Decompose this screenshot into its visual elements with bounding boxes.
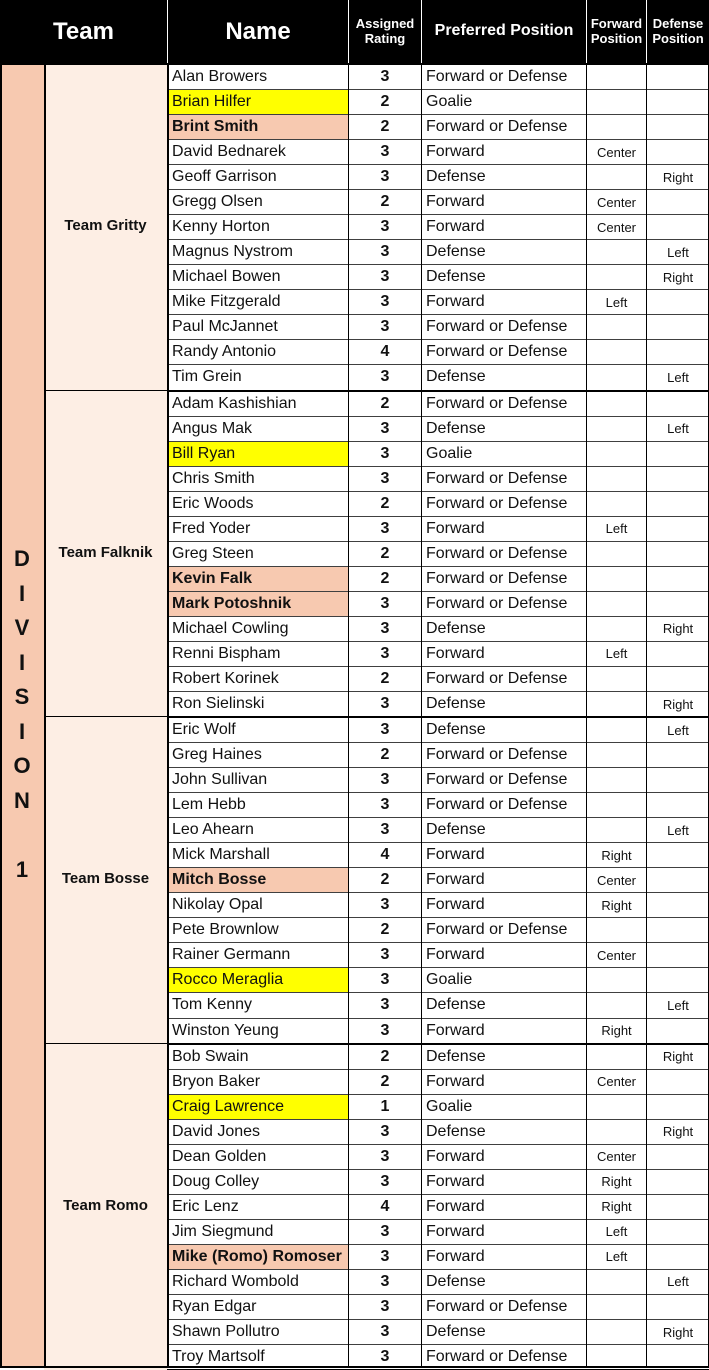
player-name: Jim Siegmund [172,1222,274,1240]
preferred-position: Forward [426,519,485,537]
defense-position [647,943,709,967]
assigned-rating: 4 [380,1197,390,1215]
division-letter: I [18,580,26,606]
preferred-position: Defense [426,619,486,637]
player-name: Mitch Bosse [168,868,348,892]
preferred-position: Forward [426,871,485,889]
preferred-position: Forward or Defense [426,494,568,512]
defense-position [647,1245,709,1269]
header-name: Name [168,0,348,63]
assigned-rating: 2 [380,193,390,211]
assigned-rating: 2 [380,93,390,111]
assigned-rating: 2 [380,118,390,136]
player-name: Bob Swain [172,1047,249,1065]
player-name: Tim Grein [172,368,242,386]
assigned-rating: 3 [380,1122,390,1140]
assigned-rating: 3 [380,1247,390,1265]
forward-position [587,492,646,516]
defense-position: Right [662,269,694,285]
defense-position [647,592,709,616]
player-name: Kevin Falk [168,567,348,591]
player-name: John Sullivan [172,771,268,789]
preferred-position: Forward or Defense [426,469,568,487]
assigned-rating: 2 [380,1047,390,1065]
forward-position: Right [601,897,632,913]
team-name: Team Falknik [58,543,153,561]
division-letter: D [14,546,30,571]
defense-position: Right [662,1124,694,1140]
player-name: Nikolay Opal [172,896,263,914]
assigned-rating: 2 [380,394,390,412]
forward-position [587,542,646,566]
defense-position: Right [662,1049,694,1065]
preferred-position: Goalie [426,93,473,111]
player-name: Dean Golden [172,1147,267,1165]
preferred-position: Forward or Defense [426,921,568,939]
defense-position [647,215,709,239]
defense-position: Right [662,696,694,712]
assigned-rating: 3 [380,619,390,637]
forward-position [587,793,646,817]
team-name: Team Bosse [61,870,150,888]
preferred-position: Forward or Defense [426,796,568,814]
defense-position [647,918,709,942]
forward-position: Center [596,1074,637,1090]
defense-position [647,868,709,892]
defense-position [647,467,709,491]
defense-position [647,1220,709,1244]
forward-position [587,365,646,389]
assigned-rating: 3 [380,721,390,739]
defense-position [647,642,709,666]
player-name: Craig Lawrence [168,1095,348,1119]
defense-position [647,1070,709,1094]
assigned-rating: 1 [380,1097,390,1115]
defense-position [647,1195,709,1219]
player-name: Fred Yoder [172,519,251,537]
player-name: David Jones [172,1122,261,1140]
forward-position [587,567,646,591]
defense-position: Left [667,369,689,385]
defense-position: Right [662,621,694,637]
assigned-rating: 2 [380,921,390,939]
preferred-position: Forward [426,896,485,914]
preferred-position: Forward [426,293,485,311]
forward-position [587,165,646,189]
assigned-rating: 4 [380,343,390,361]
forward-position: Center [596,194,637,210]
player-name: Mark Potoshnik [168,592,348,616]
header-rating-line-2: Rating [364,30,406,46]
header-forward-line-2: Position [590,30,643,46]
forward-position: Center [596,1149,637,1165]
team-name: Team Gritty [64,217,147,235]
forward-position [587,90,646,114]
assigned-rating: 3 [380,1323,390,1341]
defense-position: Left [667,997,689,1013]
preferred-position: Forward or Defense [426,118,568,136]
assigned-rating: 3 [380,771,390,789]
preferred-position: Defense [426,419,486,437]
defense-position [647,793,709,817]
forward-position [587,993,646,1017]
preferred-position: Forward [426,1222,485,1240]
player-name: Brint Smith [168,115,348,139]
division-letter: 1 [15,856,29,882]
division-letter: I [18,649,26,675]
header-forward-line-1: Forward [590,15,643,31]
forward-position [587,592,646,616]
forward-position [587,1270,646,1294]
defense-position [647,768,709,792]
forward-position [587,115,646,139]
preferred-position: Forward or Defense [426,1348,568,1366]
assigned-rating: 3 [380,419,390,437]
preferred-position: Forward or Defense [426,394,568,412]
defense-position: Left [667,421,689,437]
assigned-rating: 2 [380,494,390,512]
preferred-position: Forward or Defense [426,569,568,587]
preferred-position: Forward [426,644,485,662]
assigned-rating: 2 [380,669,390,687]
preferred-position: Forward or Defense [426,544,568,562]
defense-position [647,290,709,314]
preferred-position: Defense [426,1047,486,1065]
assigned-rating: 2 [380,871,390,889]
player-name: Gregg Olsen [172,193,263,211]
header-forward-position [587,0,646,63]
defense-position [647,843,709,867]
preferred-position: Defense [426,821,486,839]
forward-position [587,818,646,842]
player-name: Angus Mak [172,419,253,437]
defense-position [647,567,709,591]
defense-position [647,1145,709,1169]
preferred-position: Forward [426,1147,485,1165]
assigned-rating: 3 [380,796,390,814]
defense-position [647,90,709,114]
preferred-position: Forward or Defense [426,68,568,86]
defense-position [647,667,709,691]
forward-position: Right [601,1174,632,1190]
assigned-rating: 3 [380,1147,390,1165]
player-name: Randy Antonio [172,343,277,361]
defense-position: Right [662,1324,694,1340]
player-name: Chris Smith [172,469,255,487]
preferred-position: Forward [426,1247,485,1265]
preferred-position: Defense [426,721,486,739]
defense-position [647,893,709,917]
player-name: Mick Marshall [172,846,270,864]
player-name: Mike Fitzgerald [172,293,281,311]
player-name: Kenny Horton [172,218,270,236]
assigned-rating: 3 [380,218,390,236]
defense-position: Left [667,722,689,738]
preferred-position: Defense [426,1272,486,1290]
player-name: Paul McJannet [172,318,278,336]
defense-position [647,1095,709,1119]
player-name: Lem Hebb [172,796,246,814]
forward-position: Left [605,521,628,537]
assigned-rating: 3 [380,469,390,487]
player-name: Tom Kenny [172,996,253,1014]
forward-position [587,768,646,792]
player-name: Robert Korinek [172,669,279,687]
player-name: Greg Haines [172,746,262,764]
forward-position [587,918,646,942]
defense-position [647,140,709,164]
defense-position [647,492,709,516]
forward-position: Right [601,1023,632,1039]
defense-position [647,340,709,364]
forward-position: Right [601,847,632,863]
preferred-position: Defense [426,695,486,713]
player-name: Renni Bispham [172,644,281,662]
defense-position: Right [662,169,694,185]
forward-position: Center [596,219,637,235]
player-name: Ryan Edgar [172,1297,257,1315]
forward-position [587,240,646,264]
defense-position [647,442,709,466]
forward-position: Left [605,1249,628,1265]
player-name: Magnus Nystrom [172,243,293,261]
preferred-position: Goalie [426,971,473,989]
forward-position [587,265,646,289]
division-letter: V [14,615,30,640]
player-name: Greg Steen [172,544,254,562]
forward-position: Center [596,947,637,963]
forward-position [587,743,646,767]
assigned-rating: 3 [380,1021,390,1039]
assigned-rating: 3 [380,821,390,839]
preferred-position: Forward [426,193,485,211]
assigned-rating: 3 [380,368,390,386]
preferred-position: Forward or Defense [426,669,568,687]
forward-position [587,1095,646,1119]
forward-position [587,467,646,491]
player-name: Bill Ryan [168,442,348,466]
header-defense-position [647,0,709,63]
assigned-rating: 2 [380,569,390,587]
defense-position [647,1019,709,1043]
forward-position [587,392,646,416]
player-name: Eric Wolf [172,721,236,739]
forward-position [587,315,646,339]
player-name: Michael Bowen [172,268,281,286]
assigned-rating: 3 [380,896,390,914]
assigned-rating: 3 [380,1172,390,1190]
player-name: Eric Woods [172,494,254,512]
forward-position [587,340,646,364]
defense-position [647,743,709,767]
player-name: Shawn Pollutro [172,1323,280,1341]
division-letter: N [14,787,30,813]
header-preferred-position: Preferred Position [422,0,586,63]
defense-position: Left [667,244,689,260]
player-name: Geoff Garrison [172,168,277,186]
forward-position [587,718,646,742]
preferred-position: Forward [426,946,485,964]
preferred-position: Forward or Defense [426,1297,568,1315]
header-team: Team [0,0,167,63]
assigned-rating: 3 [380,168,390,186]
assigned-rating: 2 [380,544,390,562]
preferred-position: Forward [426,218,485,236]
defense-position [647,392,709,416]
preferred-position: Forward or Defense [426,318,568,336]
player-name: Troy Martsolf [172,1348,265,1366]
team-name: Team Romo [63,1196,148,1214]
defense-position [647,968,709,992]
preferred-position: Forward [426,1072,485,1090]
preferred-position: Defense [426,268,486,286]
player-name: Rainer Germann [172,946,291,964]
forward-position [587,1320,646,1344]
forward-position: Right [601,1199,632,1215]
player-name: Ron Sielinski [172,695,265,713]
forward-position: Center [596,144,637,160]
player-name: Mike (Romo) Romoser [168,1245,348,1269]
preferred-position: Forward or Defense [426,594,568,612]
assigned-rating: 3 [380,1222,390,1240]
preferred-position: Defense [426,168,486,186]
preferred-position: Defense [426,1323,486,1341]
player-name: Richard Wombold [172,1272,299,1290]
assigned-rating: 3 [380,1297,390,1315]
assigned-rating: 3 [380,293,390,311]
player-name: Bryon Baker [172,1072,261,1090]
assigned-rating: 4 [380,846,390,864]
forward-position [587,667,646,691]
defense-position [647,1295,709,1319]
division-letter: I [18,718,26,744]
division-letter: S [14,684,30,709]
forward-position [587,617,646,641]
preferred-position: Goalie [426,1097,473,1115]
player-name: Alan Browers [172,68,268,86]
assigned-rating: 3 [380,946,390,964]
assigned-rating: 3 [380,971,390,989]
defense-position [647,517,709,541]
preferred-position: Forward or Defense [426,746,568,764]
assigned-rating: 3 [380,444,390,462]
forward-position: Center [596,872,637,888]
preferred-position: Forward [426,1172,485,1190]
defense-position [647,190,709,214]
preferred-position: Defense [426,996,486,1014]
assigned-rating: 3 [380,68,390,86]
assigned-rating: 3 [380,519,390,537]
assigned-rating: 3 [380,243,390,261]
defense-position [647,65,709,89]
preferred-position: Forward or Defense [426,771,568,789]
assigned-rating: 3 [380,644,390,662]
defense-position [647,1170,709,1194]
assigned-rating: 3 [380,268,390,286]
assigned-rating: 2 [380,1072,390,1090]
forward-position [587,1295,646,1319]
defense-position [647,315,709,339]
forward-position [587,417,646,441]
player-name: Brian Hilfer [168,90,348,114]
preferred-position: Defense [426,1122,486,1140]
assigned-rating: 3 [380,695,390,713]
defense-position [647,115,709,139]
preferred-position: Forward [426,1197,485,1215]
player-name: Eric Lenz [172,1197,239,1215]
forward-position: Left [605,1224,628,1240]
defense-position [647,542,709,566]
player-name: Winston Yeung [172,1021,279,1039]
header-defense-line-2: Position [652,30,704,46]
assigned-rating: 3 [380,594,390,612]
player-name: Michael Cowling [172,619,289,637]
assigned-rating: 3 [380,996,390,1014]
division-letter: O [13,753,31,778]
assigned-rating: 3 [380,318,390,336]
forward-position [587,1120,646,1144]
preferred-position: Goalie [426,444,473,462]
preferred-position: Forward [426,143,485,161]
forward-position [587,968,646,992]
forward-position [587,65,646,89]
preferred-position: Forward [426,846,485,864]
assigned-rating: 3 [380,1272,390,1290]
forward-position [587,1045,646,1069]
defense-position: Left [667,1274,689,1290]
assigned-rating: 2 [380,746,390,764]
header-rating-line-1: Assigned [355,15,415,31]
player-name: Adam Kashishian [172,394,297,412]
player-name: Doug Colley [172,1172,260,1190]
forward-position [587,442,646,466]
header-assigned-rating [349,0,421,63]
player-name: Pete Brownlow [172,921,279,939]
forward-position: Left [605,646,628,662]
preferred-position: Defense [426,243,486,261]
defense-position: Left [667,822,689,838]
forward-position: Left [605,294,628,310]
header-defense-line-1: Defense [652,15,704,31]
assigned-rating: 3 [380,143,390,161]
preferred-position: Forward or Defense [426,343,568,361]
player-name: Rocco Meraglia [168,968,348,992]
player-name: David Bednarek [172,143,286,161]
player-name: Leo Ahearn [172,821,254,839]
preferred-position: Defense [426,368,486,386]
preferred-position: Forward [426,1021,485,1039]
forward-position [587,692,646,716]
assigned-rating: 3 [380,1348,390,1366]
